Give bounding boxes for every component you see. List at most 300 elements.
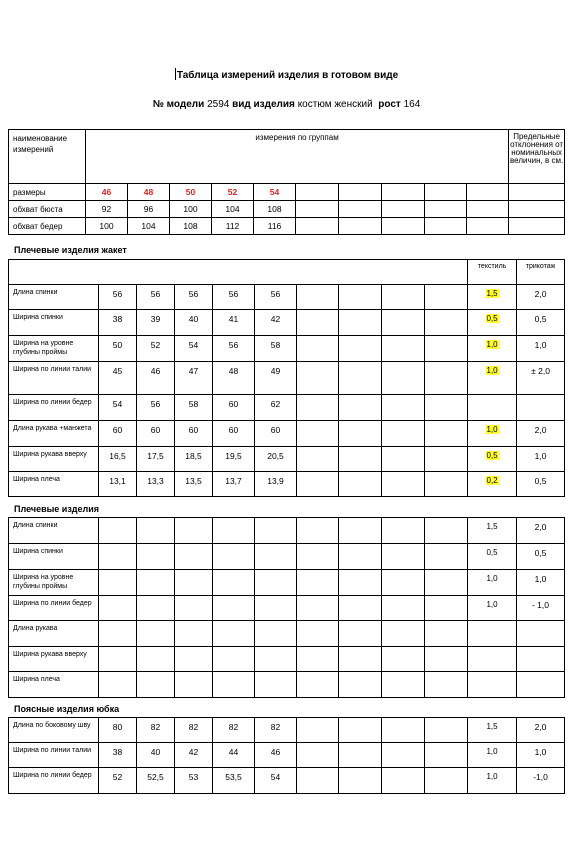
size-cell: 54: [254, 184, 296, 201]
textile-tolerance: [468, 472, 517, 497]
value-cell: 13,5: [175, 472, 213, 497]
section-skirt-title: Поясные изделия юбка: [14, 704, 120, 714]
empty-cell: [297, 518, 339, 544]
empty-cell: [467, 201, 509, 218]
value-cell: 48: [213, 362, 255, 395]
empty-cell: [297, 621, 339, 647]
value-cell: 44: [213, 743, 255, 768]
row-label: Ширина по линии бедер: [9, 768, 99, 794]
empty-cell: [137, 518, 175, 544]
empty-cell: [425, 218, 467, 235]
empty-cell: [339, 621, 382, 647]
empty-cell: [297, 596, 339, 621]
knit-tolerance: -1,0: [517, 768, 565, 794]
size-cell: 104: [128, 218, 170, 235]
empty-cell: [339, 201, 382, 218]
tolerance-cell: [509, 218, 565, 235]
value-cell: 60: [213, 395, 255, 421]
measurement-row: [9, 472, 565, 497]
textile-tolerance: [468, 421, 517, 447]
empty-cell: [137, 544, 175, 570]
value-cell: 41: [213, 310, 255, 336]
value-cell: 13,3: [137, 472, 175, 497]
row-label: Длина рукава +манжета: [9, 421, 99, 447]
empty-cell: [297, 336, 339, 362]
size-cell: 52: [212, 184, 254, 201]
empty-cell: [99, 647, 137, 672]
value-cell: 62: [255, 395, 297, 421]
textile-value: 0,5: [486, 451, 498, 460]
empty-cell: [425, 447, 468, 472]
row-label: Ширина по линии талии: [9, 362, 99, 395]
text-cursor: [175, 68, 176, 80]
textile-value: 1,0: [486, 600, 498, 609]
empty-cell: [425, 362, 468, 395]
row-label: Ширина плеча: [9, 672, 99, 698]
empty-cell: [297, 544, 339, 570]
textile-value: 0,2: [486, 476, 498, 485]
tolerance-cell: [509, 184, 565, 201]
empty-cell: [213, 596, 255, 621]
empty-cell: [213, 544, 255, 570]
empty-cell: [297, 285, 339, 310]
empty-cell: [296, 184, 339, 201]
textile-value: 0,5: [486, 548, 498, 557]
value-cell: 52: [99, 768, 137, 794]
size-cell: 112: [212, 218, 254, 235]
knit-tolerance: 0,5: [517, 310, 565, 336]
row-label: Ширина рукава вверху: [9, 647, 99, 672]
textile-tolerance: [468, 285, 517, 310]
row-label: Длина спинки: [9, 285, 99, 310]
value-cell: 46: [137, 362, 175, 395]
empty-cell: [339, 768, 382, 794]
textile-tolerance: [468, 718, 517, 743]
empty-cell: [339, 421, 382, 447]
textile-tolerance: [468, 570, 517, 596]
empty-cell: [382, 447, 425, 472]
textile-value: 1,0: [486, 747, 498, 756]
empty-cell: [175, 621, 213, 647]
empty-cell: [99, 621, 137, 647]
empty-cell: [297, 768, 339, 794]
empty-cell: [382, 621, 425, 647]
empty-cell: [425, 570, 468, 596]
empty-cell: [425, 596, 468, 621]
empty-cell: [255, 544, 297, 570]
textile-tolerance: [468, 768, 517, 794]
textile-tolerance: [468, 362, 517, 395]
value-cell: 54: [255, 768, 297, 794]
knit-tolerance: [517, 395, 565, 421]
value-cell: 56: [175, 285, 213, 310]
empty-cell: [255, 596, 297, 621]
knit-tolerance: [517, 647, 565, 672]
empty-cell: [213, 570, 255, 596]
textile-tolerance: [468, 544, 517, 570]
value-cell: 60: [137, 421, 175, 447]
measurement-row: [9, 336, 565, 362]
row-label: Ширина на уровне глубины проймы: [9, 570, 99, 596]
empty-cell: [382, 395, 425, 421]
row-label: Ширина плеча: [9, 472, 99, 497]
empty-cell: [382, 570, 425, 596]
value-cell: 60: [175, 421, 213, 447]
row-label: Ширина рукава вверху: [9, 447, 99, 472]
textile-value: 1,0: [486, 340, 498, 349]
value-cell: 56: [213, 336, 255, 362]
empty-cell: [339, 447, 382, 472]
empty-cell: [255, 647, 297, 672]
empty-cell: [382, 336, 425, 362]
textile-value: 1,5: [486, 722, 498, 731]
empty-cell: [382, 472, 425, 497]
textile-tolerance: [468, 518, 517, 544]
empty-cell: [297, 447, 339, 472]
empty-cell: [382, 768, 425, 794]
textile-value: 1,5: [486, 289, 498, 298]
measurement-row: [9, 596, 565, 621]
row-label: Ширина по линии бедер: [9, 395, 99, 421]
empty-cell: [339, 472, 382, 497]
knit-tolerance: 2,0: [517, 421, 565, 447]
empty-cell: [175, 672, 213, 698]
empty-cell: [425, 518, 468, 544]
measurement-row: [9, 718, 565, 743]
value-cell: 60: [255, 421, 297, 447]
empty-cell: [297, 395, 339, 421]
empty-cell: [425, 184, 467, 201]
empty-cell: [382, 544, 425, 570]
size-cell: 50: [170, 184, 212, 201]
measurement-row: [9, 447, 565, 472]
skirt-table: [8, 717, 565, 794]
measurement-row: [9, 672, 565, 698]
jacket-header-blank: [9, 260, 468, 285]
measurement-row: [9, 285, 565, 310]
knit-tolerance: 0,5: [517, 544, 565, 570]
empty-cell: [297, 362, 339, 395]
value-cell: 52: [137, 336, 175, 362]
empty-cell: [425, 718, 468, 743]
row-label: Ширина на уровне глубины проймы: [9, 336, 99, 362]
empty-cell: [137, 570, 175, 596]
header-row: [9, 184, 565, 201]
value-cell: 82: [255, 718, 297, 743]
empty-cell: [382, 310, 425, 336]
empty-cell: [425, 395, 468, 421]
value-cell: 42: [255, 310, 297, 336]
empty-cell: [175, 647, 213, 672]
knit-tolerance: 1,0: [517, 570, 565, 596]
empty-cell: [137, 647, 175, 672]
empty-cell: [137, 621, 175, 647]
size-cell: 116: [254, 218, 296, 235]
value-cell: 38: [99, 310, 137, 336]
value-cell: 13,9: [255, 472, 297, 497]
knit-tolerance: 0,5: [517, 472, 565, 497]
empty-cell: [382, 743, 425, 768]
empty-cell: [467, 184, 509, 201]
value-cell: 47: [175, 362, 213, 395]
section-jacket-title: Плечевые изделия жакет: [14, 245, 127, 255]
model-line: № модели 2594 вид изделия костюм женский рост 164: [152, 99, 421, 110]
size-cell: 96: [128, 201, 170, 218]
empty-cell: [297, 472, 339, 497]
header-row: [9, 218, 565, 235]
value-cell: 53,5: [213, 768, 255, 794]
empty-cell: [296, 201, 339, 218]
value-cell: 19,5: [213, 447, 255, 472]
empty-cell: [382, 647, 425, 672]
value-cell: 82: [175, 718, 213, 743]
empty-cell: [382, 184, 425, 201]
empty-cell: [175, 570, 213, 596]
empty-cell: [339, 718, 382, 743]
row-label: Ширина спинки: [9, 544, 99, 570]
textile-tolerance: [468, 647, 517, 672]
empty-cell: [339, 336, 382, 362]
value-cell: 53: [175, 768, 213, 794]
empty-cell: [425, 768, 468, 794]
empty-cell: [339, 285, 382, 310]
empty-cell: [467, 218, 509, 235]
value-cell: 56: [137, 285, 175, 310]
empty-cell: [99, 518, 137, 544]
value-cell: 42: [175, 743, 213, 768]
empty-cell: [137, 596, 175, 621]
document-title: Таблица измерений изделия в готовом виде: [176, 70, 399, 81]
empty-cell: [99, 596, 137, 621]
measurement-row: [9, 743, 565, 768]
textile-tolerance: [468, 395, 517, 421]
value-cell: 52,5: [137, 768, 175, 794]
value-cell: 82: [213, 718, 255, 743]
empty-cell: [339, 362, 382, 395]
jacket-table: [8, 259, 565, 497]
tolerance-cell: [509, 201, 565, 218]
measurement-row: [9, 310, 565, 336]
value-cell: 46: [255, 743, 297, 768]
empty-cell: [99, 570, 137, 596]
textile-tolerance: [468, 447, 517, 472]
empty-cell: [425, 472, 468, 497]
empty-cell: [425, 672, 468, 698]
empty-cell: [297, 718, 339, 743]
empty-cell: [297, 421, 339, 447]
row-label: размеры: [9, 184, 86, 201]
row-label: обхват бюста: [9, 201, 86, 218]
empty-cell: [175, 518, 213, 544]
empty-cell: [255, 570, 297, 596]
empty-cell: [382, 285, 425, 310]
shoulder-table: [8, 517, 565, 698]
measurement-row: [9, 621, 565, 647]
size-cell: 46: [86, 184, 128, 201]
size-cell: 92: [86, 201, 128, 218]
row-label: Ширина по линии бедер: [9, 596, 99, 621]
empty-cell: [425, 285, 468, 310]
empty-cell: [339, 647, 382, 672]
empty-cell: [255, 518, 297, 544]
value-cell: 13,7: [213, 472, 255, 497]
empty-cell: [382, 596, 425, 621]
value-cell: 60: [99, 421, 137, 447]
value-cell: 80: [99, 718, 137, 743]
empty-cell: [425, 421, 468, 447]
value-cell: 58: [175, 395, 213, 421]
value-cell: 20,5: [255, 447, 297, 472]
empty-cell: [425, 336, 468, 362]
value-cell: 49: [255, 362, 297, 395]
value-cell: 45: [99, 362, 137, 395]
row-label: обхват бедер: [9, 218, 86, 235]
empty-cell: [297, 310, 339, 336]
empty-cell: [339, 218, 382, 235]
textile-header: текстиль: [468, 260, 517, 285]
textile-tolerance: [468, 743, 517, 768]
textile-tolerance: [468, 336, 517, 362]
row-label: Длина рукава: [9, 621, 99, 647]
empty-cell: [137, 672, 175, 698]
value-cell: 58: [255, 336, 297, 362]
measurement-row: [9, 647, 565, 672]
header-table: [8, 129, 565, 235]
value-cell: 16,5: [99, 447, 137, 472]
value-cell: 56: [255, 285, 297, 310]
value-cell: 39: [137, 310, 175, 336]
measurement-row: [9, 362, 565, 395]
empty-cell: [339, 310, 382, 336]
header-row: [9, 201, 565, 218]
empty-cell: [339, 570, 382, 596]
empty-cell: [213, 647, 255, 672]
knit-tolerance: [517, 672, 565, 698]
empty-cell: [339, 672, 382, 698]
section-shoulder-title: Плечевые изделия: [14, 504, 100, 514]
empty-cell: [382, 718, 425, 743]
row-label: Длина по боковому шву: [9, 718, 99, 743]
value-cell: 13,1: [99, 472, 137, 497]
tolerance-header: Предельные отклонения от номинальных величин, в см.: [509, 130, 565, 184]
empty-cell: [382, 518, 425, 544]
empty-cell: [425, 310, 468, 336]
empty-cell: [339, 395, 382, 421]
empty-cell: [255, 621, 297, 647]
value-cell: 40: [137, 743, 175, 768]
empty-cell: [339, 184, 382, 201]
size-cell: 100: [86, 218, 128, 235]
name-header: наименование измерений: [9, 130, 86, 184]
measurement-row: [9, 768, 565, 794]
empty-cell: [296, 218, 339, 235]
value-cell: 40: [175, 310, 213, 336]
empty-cell: [297, 647, 339, 672]
size-cell: 100: [170, 201, 212, 218]
row-label: Ширина спинки: [9, 310, 99, 336]
size-cell: 48: [128, 184, 170, 201]
empty-cell: [99, 672, 137, 698]
value-cell: 54: [175, 336, 213, 362]
textile-value: 1,0: [486, 366, 498, 375]
value-cell: 56: [213, 285, 255, 310]
textile-value: 1,5: [486, 522, 498, 531]
value-cell: 38: [99, 743, 137, 768]
textile-tolerance: [468, 310, 517, 336]
empty-cell: [175, 596, 213, 621]
knit-tolerance: 2,0: [517, 518, 565, 544]
measurement-row: [9, 570, 565, 596]
empty-cell: [382, 421, 425, 447]
measurement-row: [9, 395, 565, 421]
knit-tolerance: 2,0: [517, 718, 565, 743]
textile-value: 0,5: [486, 314, 498, 323]
empty-cell: [339, 544, 382, 570]
empty-cell: [425, 743, 468, 768]
empty-cell: [382, 201, 425, 218]
textile-value: 1,0: [486, 772, 498, 781]
empty-cell: [297, 672, 339, 698]
value-cell: 50: [99, 336, 137, 362]
empty-cell: [99, 544, 137, 570]
measurement-row: [9, 518, 565, 544]
empty-cell: [382, 672, 425, 698]
size-cell: 108: [254, 201, 296, 218]
measurement-row: [9, 544, 565, 570]
measurement-row: [9, 421, 565, 447]
empty-cell: [425, 621, 468, 647]
knit-tolerance: 1,0: [517, 447, 565, 472]
knit-header: трикотаж: [517, 260, 565, 285]
size-cell: 104: [212, 201, 254, 218]
textile-value: 1,0: [486, 425, 498, 434]
empty-cell: [213, 672, 255, 698]
empty-cell: [213, 518, 255, 544]
textile-tolerance: [468, 672, 517, 698]
row-label: Ширина по линии талии: [9, 743, 99, 768]
textile-tolerance: [468, 596, 517, 621]
value-cell: 56: [137, 395, 175, 421]
empty-cell: [213, 621, 255, 647]
knit-tolerance: 1,0: [517, 743, 565, 768]
value-cell: 54: [99, 395, 137, 421]
value-cell: 60: [213, 421, 255, 447]
knit-tolerance: 2,0: [517, 285, 565, 310]
empty-cell: [382, 218, 425, 235]
textile-value: 1,0: [486, 574, 498, 583]
textile-tolerance: [468, 621, 517, 647]
value-cell: 56: [99, 285, 137, 310]
empty-cell: [339, 596, 382, 621]
knit-tolerance: 1,0: [517, 336, 565, 362]
empty-cell: [339, 518, 382, 544]
value-cell: 18,5: [175, 447, 213, 472]
size-cell: 108: [170, 218, 212, 235]
knit-tolerance: [517, 621, 565, 647]
empty-cell: [425, 647, 468, 672]
value-cell: 17,5: [137, 447, 175, 472]
empty-cell: [255, 672, 297, 698]
empty-cell: [425, 544, 468, 570]
empty-cell: [382, 362, 425, 395]
knit-tolerance: - 1,0: [517, 596, 565, 621]
empty-cell: [175, 544, 213, 570]
empty-cell: [425, 201, 467, 218]
empty-cell: [297, 570, 339, 596]
row-label: Длина спинки: [9, 518, 99, 544]
value-cell: 82: [137, 718, 175, 743]
knit-tolerance: ± 2,0: [517, 362, 565, 395]
